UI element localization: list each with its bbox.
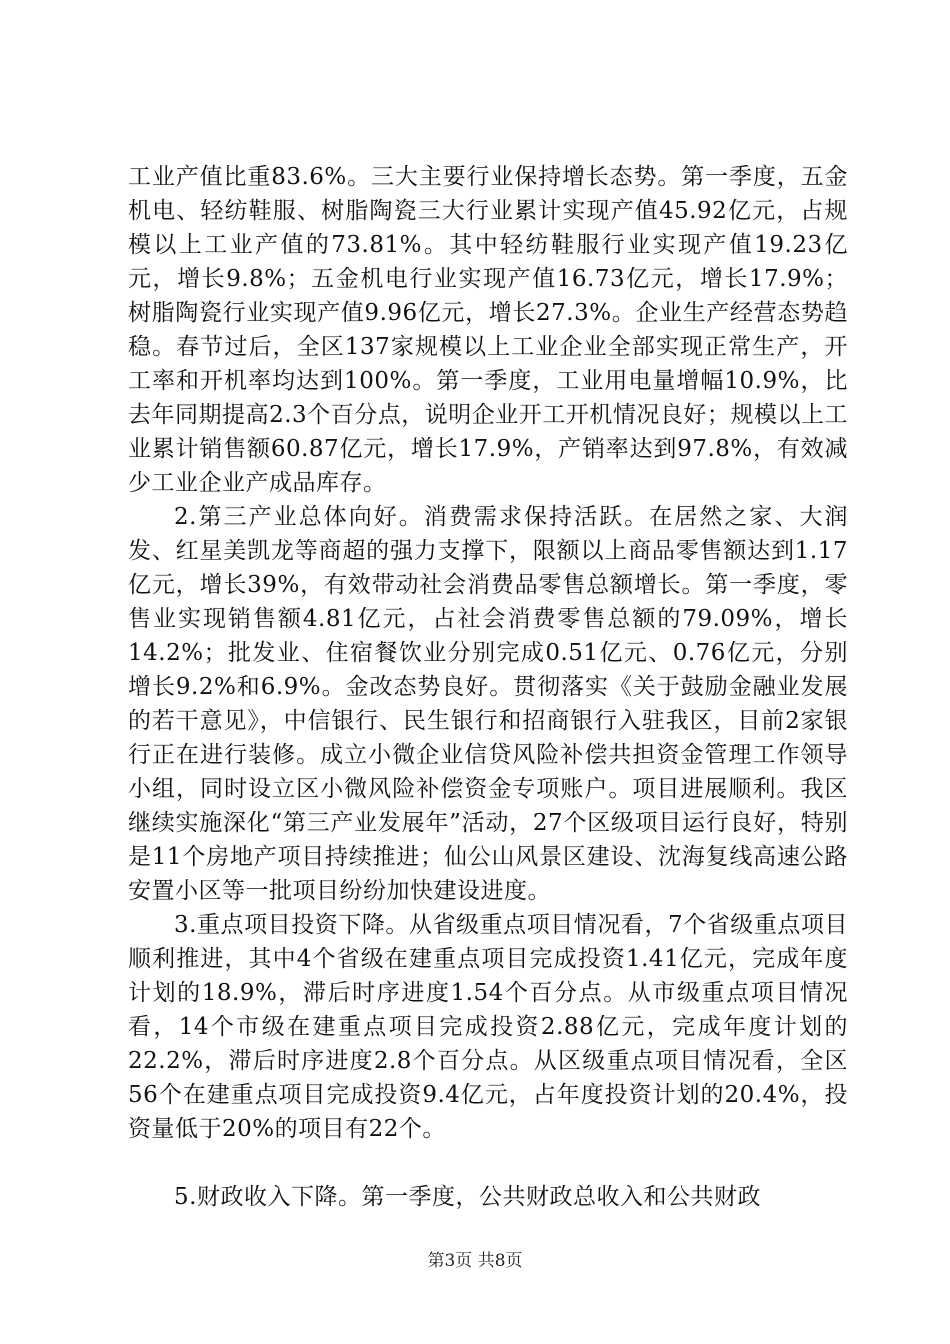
page-number-footer: 第3页 共8页 bbox=[427, 1251, 523, 1271]
body-text bbox=[128, 160, 848, 1214]
paragraph-industry: 工业产值比重83.6%。三大主要行业保持增长态势。第一季度，五金机电、轻纺鞋服、树脂陶瓷三大行业累计实现产值45.92亿元，占规模以上工业产值的73.81%。其中轻纺鞋服行业实现产值19.23亿元，增长9.8%；五金机电行业实现产值16.73亿元，增长17.9%；树脂陶瓷行业实现产值9.96亿元，增长27.3%。企业生产经营态势趋稳。春节过后，全区137家规模以上工业企业全部实现正常生产，开工率和开机率均达到100%。第一季度，工业用电量增幅10.9%，比去年同期提高2.3个百分点，说明企业开工开机情况良好；规模以上工业累计销售额60.87亿元，增长17.9%，产销率达到97.8%，有效减少工业企业产成品库存。 bbox=[128, 164, 848, 496]
paragraph-tertiary-industry: 2.第三产业总体向好。消费需求保持活跃。在居然之家、大润发、红星美凯龙等商超的强力支撑下，限额以上商品零售额达到1.17亿元，增长39%，有效带动社会消费品零售总额增长。第一季度，零售业实现销售额4.81亿元，占社会消费零售总额的79.09%，增长14.2%；批发业、住宿餐饮业分别完成0.51亿元、0.76亿元，分别增长9.2%和6.9%。金改态势良好。贯彻落实《关于鼓励金融业发展的若干意见》，中信银行、民生银行和招商银行入驻我区，目前2家银行正在进行装修。成立小微企业信贷风险补偿共担资金管理工作领导小组，同时设立区小微风险补偿资金专项账户。项目进展顺利。我区继续实施深化“第三产业发展年”活动，27个区级项目运行良好，特别是11个房地产项目持续推进；仙公山风景区建设、沈海复线高速公路安置小区等一批项目纷纷加快建设进度。 bbox=[128, 504, 848, 904]
paragraph-key-projects: 3.重点项目投资下降。从省级重点项目情况看，7个省级重点项目顺利推进，其中4个省级在建重点项目完成投资1.41亿元，完成年度计划的18.9%，滞后时序进度1.54个百分点。从市级重点项目情况看，14个市级在建重点项目完成投资2.88亿元，完成年度计划的22.2%，滞后时序进度2.8个百分点。从区级重点项目情况看，全区56个在建重点项目完成投资9.4亿元，占年度投资计划的20.4%，投资量低于20%的项目有22个。 bbox=[128, 912, 848, 1142]
paragraph-fiscal-revenue: 5.财政收入下降。第一季度，公共财政总收入和公共财政 bbox=[174, 1184, 761, 1210]
